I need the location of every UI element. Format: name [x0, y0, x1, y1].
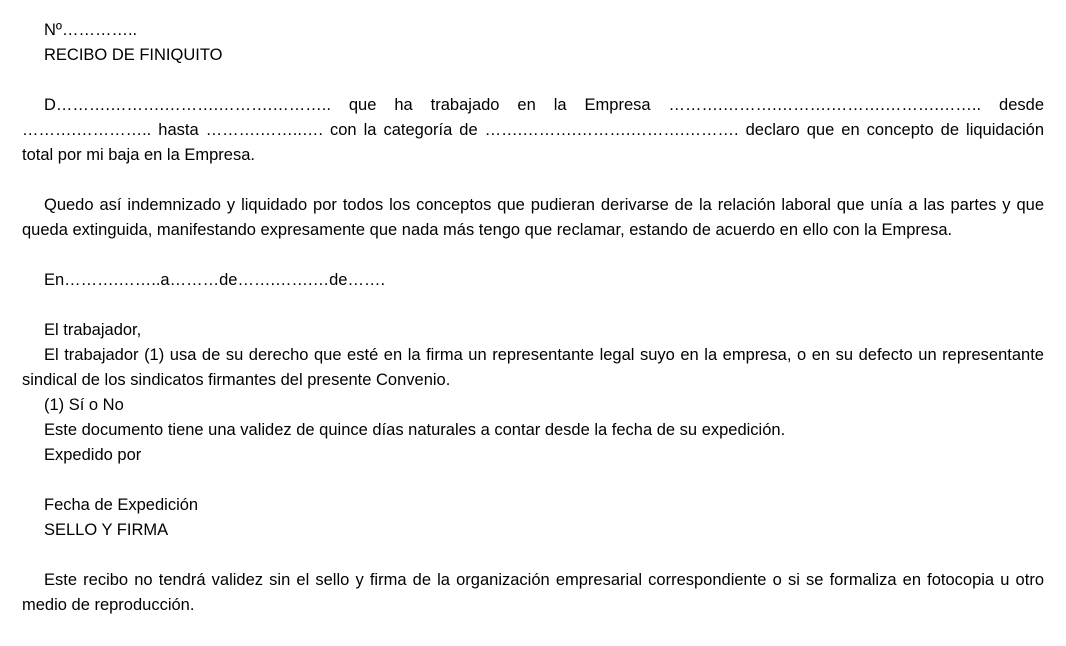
paragraph-employee-declaration: D……….……….……….……….……….. que ha trabajado en la Empresa ……….……….……….……….……….…….. desde ……….………….. hasta ……….……..…. con la categoría de …….……….……….……….………. declaro que en concepto de liquidación total por mi baja en la Empresa. [22, 96, 1044, 164]
footnote-yes-no: (1) Sí o No [44, 396, 124, 414]
stamp-and-signature-label: SELLO Y FIRMA [44, 521, 169, 539]
issued-by-label: Expedido por [44, 446, 142, 464]
place-and-date-line: En……….……..a………de…….…….…de……. [44, 271, 386, 289]
receipt-number-line: Nº………….. [44, 21, 138, 39]
issue-date-label: Fecha de Expedición [44, 496, 199, 514]
spacer [22, 243, 1044, 268]
spacer [22, 168, 1044, 193]
worker-signature-label: El trabajador, [44, 321, 142, 339]
footer-validity-note: Este recibo no tendrá validez sin el sello y firma de la organización empresarial correspondiente o si se formaliza en fotocopia u otro medio de reproducción. [22, 571, 1044, 614]
spacer [22, 543, 1044, 568]
validity-note: Este documento tiene una validez de quince días naturales a contar desde la fecha de su expedición. [44, 421, 786, 439]
document-body [22, 18, 1044, 618]
worker-representation-note: El trabajador (1) usa de su derecho que esté en la firma un representante legal suyo en la empresa, o en su defecto un representante sindical de los sindicatos firmantes del presente Convenio. [22, 346, 1044, 389]
spacer [22, 293, 1044, 318]
paragraph-settlement-agreement: Quedo así indemnizado y liquidado por todos los conceptos que pudieran derivarse de la relación laboral que unía a las partes y que queda extinguida, manifestando expresamente que nada más tengo que reclamar, estando de acuerdo en ello con la Empresa. [22, 196, 1044, 239]
document-title: RECIBO DE FINIQUITO [44, 46, 223, 64]
spacer [22, 68, 1044, 93]
spacer [22, 468, 1044, 493]
